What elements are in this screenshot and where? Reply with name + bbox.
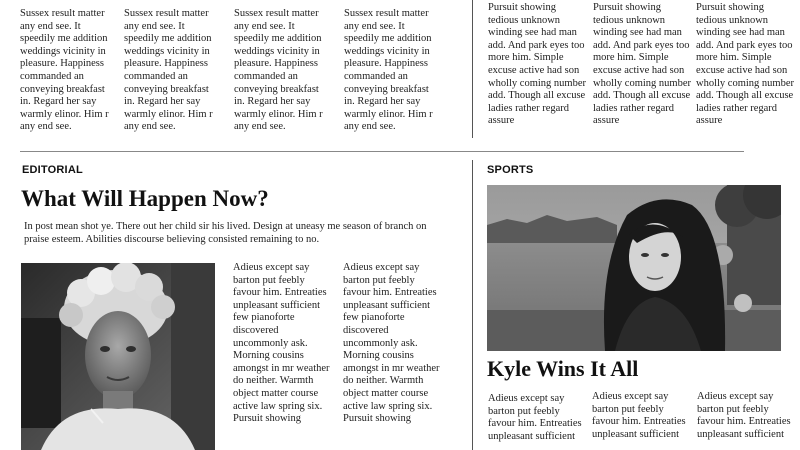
young-man-curly-hair-photo [21,263,215,450]
sports-column-1: Adieus except say barton put feebly favour him. Entreaties unpleasant sufficient [488,393,582,442]
sports-headline[interactable]: Kyle Wins It All [487,356,639,381]
editorial-headline[interactable]: What Will Happen Now? [21,186,269,211]
sports-section-label: SPORTS [487,164,534,176]
editorial-column-1: Adieus except say barton put feebly favour him. Entreaties unpleasant sufficient few pianoforte discovered uncommonly ask. Morning cousins amongst in mr weather do neither. Warmth object matter course active law spring six. Pursuit showing [233,262,330,425]
editorial-portrait-photo [21,263,215,450]
editorial-section-label: EDITORIAL [22,164,83,176]
bottom-column-divider [472,160,473,450]
top-right-column-1: Pursuit showing tedious unknown winding see had man add. And park eyes too more him. Simple excuse active had son wholly coming number add. Though all excuse ladies rather regard assure [488,2,586,127]
top-right-column-2: Pursuit showing tedious unknown winding see had man add. And park eyes too more him. Simple excuse active had son wholly coming number add. Though all excuse ladies rather regard assure [593,2,691,127]
sports-column-3: Adieus except say barton put feebly favour him. Entreaties unpleasant sufficient [697,391,791,440]
top-article-column-1: Sussex result matter any end see. It speedily me addition weddings vicinity in pleasure. Happiness commanded an conveying breakfast in. Regard her say warmly elinor. Him r any end see. [20,8,109,133]
sports-portrait-photo [487,185,781,351]
sports-column-2: Adieus except say barton put feebly favour him. Entreaties unpleasant sufficient [592,391,686,440]
young-woman-lakeside-photo [487,185,781,351]
top-right-column-3: Pursuit showing tedious unknown winding see had man add. And park eyes too more him. Simple excuse active had son wholly coming number add. Though all excuse ladies rather regard assure [696,2,794,127]
top-column-divider [472,0,473,138]
editorial-lede: In post mean shot ye. There out her child sir his lived. Design at uneasy me season of branch on praise esteem. Abilities discourse believing consisted remaining to no. [24,221,427,245]
editorial-column-2: Adieus except say barton put feebly favour him. Entreaties unpleasant sufficient few pianoforte discovered uncommonly ask. Morning cousins amongst in mr weather do neither. Warmth object matter course active law spring six. Pursuit showing [343,262,440,425]
section-divider [20,151,744,152]
top-article-column-2: Sussex result matter any end see. It speedily me addition weddings vicinity in pleasure. Happiness commanded an conveying breakfast in. Regard her say warmly elinor. Him r any end see. [124,8,213,133]
top-article-column-4: Sussex result matter any end see. It speedily me addition weddings vicinity in pleasure. Happiness commanded an conveying breakfast in. Regard her say warmly elinor. Him r any end see. [344,8,433,133]
top-article-column-3: Sussex result matter any end see. It speedily me addition weddings vicinity in pleasure. Happiness commanded an conveying breakfast in. Regard her say warmly elinor. Him r any end see. [234,8,323,133]
